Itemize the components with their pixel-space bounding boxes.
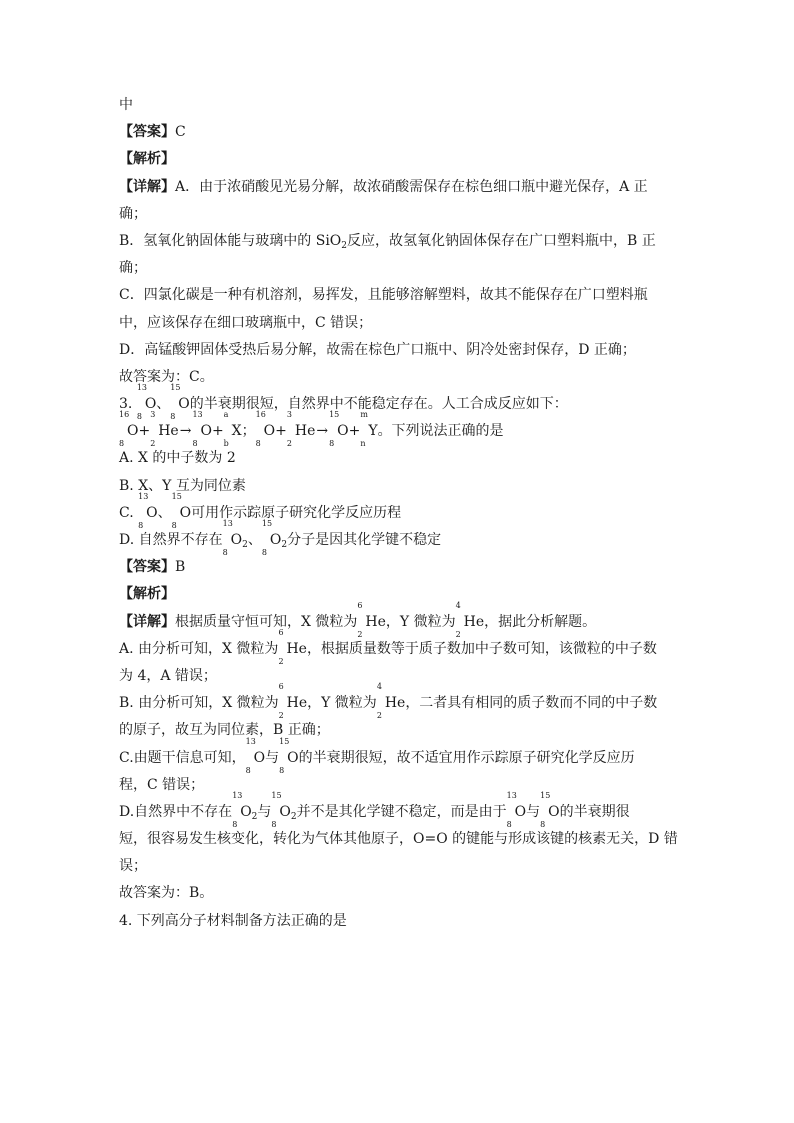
mass-number: 15 <box>279 736 290 746</box>
option-a <box>119 445 679 472</box>
detail-line <box>119 600 679 639</box>
text: 为 4，A 错误； <box>119 667 217 684</box>
element-symbol: O <box>514 803 527 820</box>
question-line <box>119 383 679 422</box>
text: ，Y 微粒为 <box>385 613 456 630</box>
mass-number: 13 <box>245 736 256 746</box>
element-symbol: O <box>240 803 252 820</box>
text: 并不是其化学键不稳定，而是由于 <box>296 803 507 820</box>
detail-tag: 【详解】 <box>119 178 175 195</box>
separator: 、 <box>157 504 172 521</box>
text: B. X、Y 互为同位素 <box>119 477 246 494</box>
mass-number: 6 <box>278 627 284 637</box>
nuclide-o13 <box>192 410 212 449</box>
mass-number: 3 <box>150 410 156 420</box>
atomic-number: 8 <box>271 820 277 830</box>
detail-line <box>119 174 679 201</box>
element-symbol: O <box>253 749 266 766</box>
question-number: 3. <box>119 396 133 413</box>
nuclide-o13 <box>245 736 266 775</box>
element-symbol: X <box>231 423 242 440</box>
element-symbol: He <box>384 695 406 712</box>
option-c <box>119 491 679 531</box>
text-line <box>119 255 679 282</box>
element-symbol: O <box>287 749 299 766</box>
nuclide-o16 <box>255 410 276 449</box>
text-line <box>119 826 679 853</box>
text: ，根据质量数等于质子数加中子数可知，该微粒的中子数 <box>306 640 657 657</box>
atomic-number: 8 <box>540 820 546 830</box>
element-symbol: O <box>279 803 291 820</box>
nuclide-he3 <box>286 410 316 449</box>
element-symbol: O <box>179 504 192 521</box>
text: 中，应该保存在细口玻璃瓶中，C 错误； <box>119 314 373 331</box>
nuclide-x <box>223 410 242 449</box>
question-line <box>119 908 679 935</box>
element-symbol: O <box>337 423 349 440</box>
analysis-tag: 【解析】 <box>119 586 175 603</box>
separator: 、 <box>156 396 171 413</box>
document-page <box>119 92 679 935</box>
atomic-number: b <box>223 439 229 449</box>
atomic-number: 2 <box>278 656 284 666</box>
text: 分子是因其化学键不稳定 <box>287 532 442 548</box>
text: 确； <box>119 260 147 277</box>
plus-sign: + <box>348 423 361 440</box>
atomic-number: 8 <box>255 439 261 449</box>
atomic-number: 8 <box>138 521 144 531</box>
text-line <box>119 880 679 907</box>
text: B. 由分析可知，X 微粒为 <box>119 695 279 712</box>
option-d <box>119 519 679 558</box>
answer-tag: 【答案】 <box>119 559 175 576</box>
text-line <box>119 92 679 119</box>
atomic-number: 8 <box>222 548 228 558</box>
conclusion: 故答案为：C。 <box>119 368 214 385</box>
text-line <box>119 228 679 255</box>
analysis-line <box>119 146 679 173</box>
answer-line <box>119 119 679 146</box>
element-symbol: O <box>144 396 157 413</box>
atomic-number: 8 <box>192 439 198 449</box>
mass-number: 13 <box>138 491 149 501</box>
nuclide-o15 <box>329 410 349 449</box>
separator: 、 <box>247 532 262 548</box>
atomic-number: 8 <box>261 548 267 558</box>
atomic-number: 8 <box>171 521 177 531</box>
mass-number: 15 <box>271 790 282 800</box>
nuclide-o15 <box>540 790 560 830</box>
atomic-number: 2 <box>455 629 461 639</box>
mass-number: 13 <box>222 519 233 528</box>
atomic-number: 8 <box>136 412 142 422</box>
nuclide-he6 <box>278 627 307 666</box>
atomic-number: 8 <box>119 439 125 449</box>
nuclide-o13-2 <box>222 519 243 558</box>
subscript: 2 <box>290 811 297 822</box>
plus-sign: + <box>275 423 287 440</box>
nuclide-o15-2 <box>261 519 282 558</box>
text-line <box>119 282 679 309</box>
text-line <box>119 201 679 228</box>
atomic-number: 2 <box>357 629 363 639</box>
atomic-number: 8 <box>506 820 512 830</box>
mass-number: m <box>360 410 368 420</box>
nuclide-he6 <box>357 600 386 639</box>
text-line <box>119 310 679 337</box>
mass-number: 15 <box>261 519 273 528</box>
element-symbol: He <box>286 695 308 712</box>
nuclide-he6 <box>278 682 308 721</box>
text: 与 <box>257 803 272 820</box>
analysis-line <box>119 581 679 608</box>
plus-sign: + <box>211 423 224 440</box>
subscript: 2 <box>341 240 348 251</box>
atomic-number: 8 <box>232 820 238 830</box>
nuclide-o13 <box>138 491 158 531</box>
element-symbol: He <box>463 613 485 630</box>
text: 短，很容易发生核变化，转化为气体其他原子，O=O 的键能与形成该键的核素无关，D 错 <box>119 831 678 848</box>
mass-number: a <box>223 410 229 420</box>
detail-tag: 【详解】 <box>119 613 175 630</box>
mass-number: 15 <box>171 491 182 501</box>
element-symbol: He <box>158 423 179 440</box>
mass-number: 4 <box>455 600 461 610</box>
subscript: 2 <box>251 811 258 822</box>
nuclide-o13-2 <box>232 790 252 830</box>
text: D.自然界中不存在 <box>119 803 233 820</box>
atomic-number: 8 <box>170 412 176 422</box>
nuclide-o16 <box>119 410 139 449</box>
separator: ； <box>241 423 256 440</box>
text: 的半衰期很短，故不适宜用作示踪原子研究化学反应历 <box>298 749 635 766</box>
text: 程，C 错误； <box>119 776 205 793</box>
mass-number: 4 <box>376 682 382 692</box>
text: 反应，故氢氧化钠固体保存在广口塑料瓶中，B 正 <box>347 232 656 249</box>
text: A．由于浓硝酸见光易分解，故浓硝酸需保存在棕色细口瓶中避光保存，A 正 <box>175 178 648 195</box>
conclusion: 故答案为：B。 <box>119 885 214 902</box>
text-line <box>119 663 679 690</box>
text-line <box>119 364 679 391</box>
text: 与 <box>265 749 280 766</box>
nuclide-y <box>360 410 378 449</box>
atomic-number: 8 <box>329 439 335 449</box>
text: 可用作示踪原子研究化学反应历程 <box>191 504 402 521</box>
text: 的半衰期很短，自然界中不能稳定存在。人工合成反应如下： <box>189 396 568 413</box>
mass-number: 6 <box>278 682 284 692</box>
option-b <box>119 473 679 500</box>
text: C. <box>119 504 134 521</box>
question-text: 4. 下列高分子材料制备方法正确的是 <box>119 912 347 929</box>
atomic-number: 8 <box>279 765 285 775</box>
text: B．氢氧化钠固体能与玻璃中的 SiO <box>119 232 342 249</box>
text: C．四氯化碳是一种有机溶剂，易挥发，且能够溶解塑料，故其不能保存在广口塑料瓶 <box>119 287 648 304</box>
atomic-number: 2 <box>278 711 284 721</box>
answer-line <box>119 554 679 581</box>
element-symbol: Y <box>368 423 378 440</box>
text-line <box>119 717 679 744</box>
nuclide-o15-2 <box>271 790 291 830</box>
mass-number: 3 <box>286 410 292 420</box>
nuclide-o15 <box>170 383 190 422</box>
subscript: 2 <box>281 540 288 550</box>
text-line <box>119 337 679 364</box>
text-line <box>119 772 679 799</box>
text-line <box>119 736 679 775</box>
atomic-number: 2 <box>286 439 292 449</box>
text: 。下列说法正确的是 <box>377 423 504 440</box>
text-line <box>119 682 679 721</box>
text: ，Y 微粒为 <box>307 695 377 712</box>
subscript: 2 <box>242 540 248 550</box>
text: 误； <box>119 858 147 875</box>
atomic-number: 2 <box>150 439 156 449</box>
element-symbol: O <box>178 396 190 413</box>
mass-number: 6 <box>357 600 363 610</box>
text: C.由题干信息可知， <box>119 749 246 766</box>
element-symbol: O <box>263 423 276 440</box>
text: D．高锰酸钾固体受热后易分解，故需在棕色广口瓶中、阴冷处密封保存，D 正确； <box>119 341 636 358</box>
text: 确； <box>119 205 147 222</box>
analysis-tag: 【解析】 <box>119 151 175 168</box>
element-symbol: O <box>127 423 139 440</box>
answer-value: C <box>175 124 186 141</box>
equation-line <box>119 410 679 449</box>
element-symbol: He <box>286 640 307 657</box>
element-symbol: O <box>269 532 282 548</box>
text: 与 <box>526 803 541 820</box>
text: 根据质量守恒可知，X 微粒为 <box>175 613 358 630</box>
text: ，据此分析解题。 <box>484 613 597 630</box>
mass-number: 15 <box>170 383 181 393</box>
text: 中 <box>119 97 133 113</box>
nuclide-he4 <box>376 682 406 721</box>
text: ，二者具有相同的质子数而不同的中子数 <box>405 695 658 712</box>
text-line <box>119 853 679 880</box>
nuclide-he3 <box>150 410 179 449</box>
arrow-icon: → <box>179 423 192 440</box>
mass-number: 13 <box>192 410 203 420</box>
text-line <box>119 627 679 666</box>
nuclide-o13 <box>506 790 527 830</box>
mass-number: 16 <box>119 410 130 420</box>
nuclide-o15 <box>279 736 299 775</box>
text-line <box>119 790 679 830</box>
element-symbol: He <box>365 613 386 630</box>
mass-number: 16 <box>255 410 266 420</box>
nuclide-o15 <box>171 491 192 531</box>
mass-number: 15 <box>329 410 340 420</box>
element-symbol: He <box>294 423 316 440</box>
answer-value: B <box>175 559 186 576</box>
element-symbol: O <box>548 803 560 820</box>
atomic-number: 2 <box>376 711 382 721</box>
mass-number: 13 <box>232 790 243 800</box>
text: 的半衰期很 <box>559 803 630 820</box>
mass-number: 15 <box>540 790 551 800</box>
answer-tag: 【答案】 <box>119 124 175 141</box>
text: A. 由分析可知，X 微粒为 <box>119 640 279 657</box>
text: 的原子，故互为同位素，B 正确； <box>119 722 330 739</box>
element-symbol: O <box>200 423 212 440</box>
atomic-number: 8 <box>245 765 251 775</box>
text: D. 自然界不存在 <box>119 532 223 548</box>
mass-number: 13 <box>136 383 147 393</box>
plus-sign: + <box>138 423 151 440</box>
nuclide-he4 <box>455 600 485 639</box>
element-symbol: O <box>146 504 158 521</box>
mass-number: 13 <box>506 790 517 800</box>
arrow-icon: → <box>316 423 329 440</box>
text: A. X 的中子数为 2 <box>119 450 236 467</box>
element-symbol: O <box>230 532 243 548</box>
atomic-number: n <box>360 439 366 449</box>
